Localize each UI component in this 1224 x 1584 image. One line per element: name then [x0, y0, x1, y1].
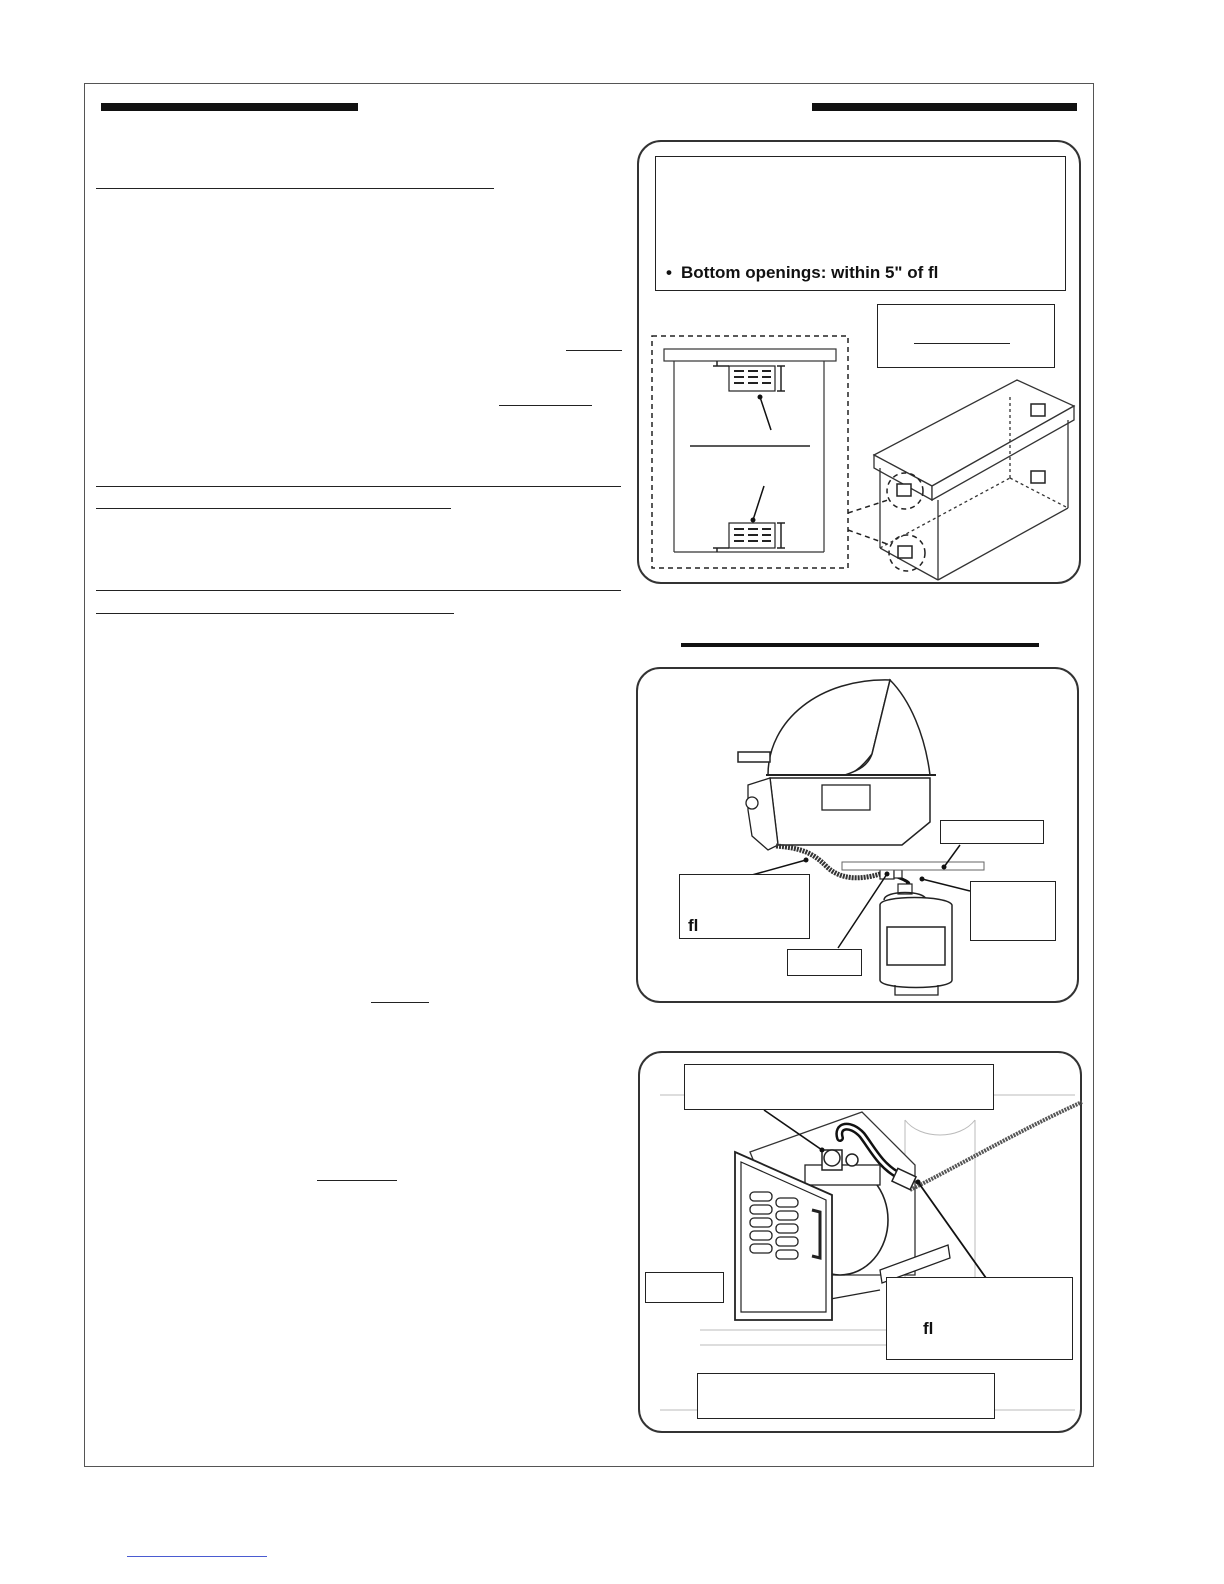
hose-label-fl: fl	[688, 916, 699, 935]
cabinet-label-fl: fl	[923, 1319, 934, 1338]
note-bottom-openings: Bottom openings: within 5" of fl	[681, 263, 939, 282]
callout-bottom-banner	[697, 1373, 995, 1419]
note-bullet: •	[666, 263, 672, 282]
callout-door	[645, 1272, 724, 1303]
callout-connector	[886, 1277, 1073, 1360]
callout-top-banner	[684, 1064, 994, 1110]
